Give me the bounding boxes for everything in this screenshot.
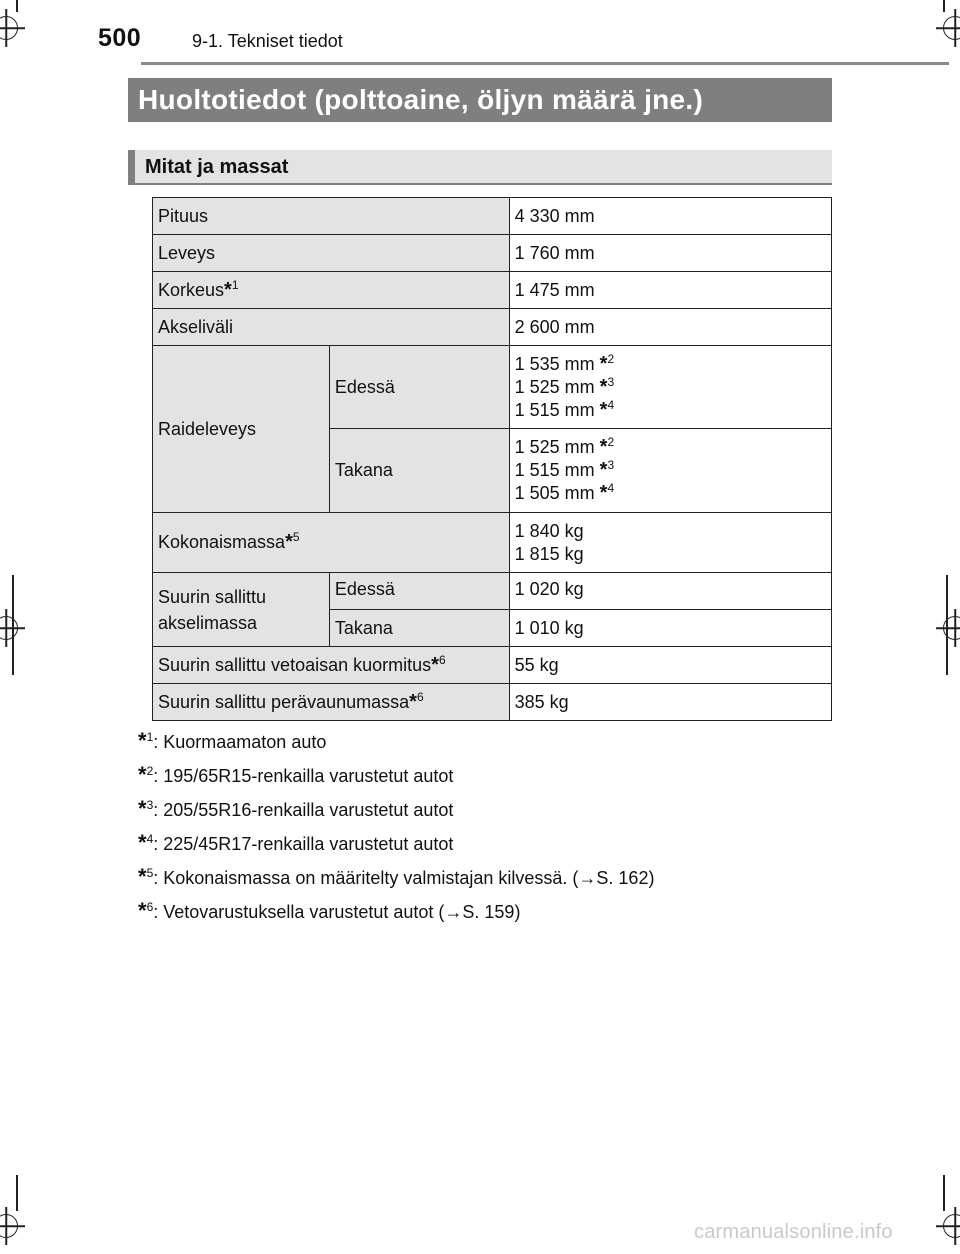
crop-line [946, 575, 948, 675]
footnote: *$^4$: 225/45R17-renkailla varustetut autot [138, 830, 454, 855]
value-line: 1 515 mm *$^3$ [514, 458, 615, 481]
row-label-cell [153, 513, 510, 573]
crop-line [16, 1175, 18, 1211]
value-line: 1 535 mm *$^2$ [514, 351, 615, 375]
row-label: Akseliväli [153, 309, 510, 346]
crop-mark-icon [0, 16, 18, 40]
row-value: 2 600 mm [509, 309, 831, 346]
table-row [153, 684, 832, 721]
crop-line [12, 575, 14, 675]
footnote-ref: 6 [416, 689, 424, 704]
footnote: *$^1$: Kuormaamaton auto [138, 728, 327, 753]
row-sublabel: Edessä [329, 573, 509, 610]
row-sublabel: Takana [329, 429, 509, 513]
table-row [153, 647, 832, 684]
footnote-asterisk: * [431, 653, 439, 676]
table-row [153, 309, 832, 346]
row-label-cell [153, 684, 510, 721]
section-title: 9-1. Tekniset tiedot [192, 31, 343, 51]
row-value: 1 475 mm [509, 272, 831, 309]
row-value: 4 330 mm [509, 198, 831, 235]
row-label-cell [153, 272, 510, 309]
crop-mark-icon [943, 1214, 960, 1238]
row-sublabel: Edessä [329, 346, 509, 429]
crop-mark-icon [943, 16, 960, 40]
main-heading: Huoltotiedot (polttoaine, öljyn määrä jne.) [128, 78, 832, 122]
row-value-list [509, 429, 831, 513]
crop-mark-icon [0, 616, 18, 640]
table-row [153, 573, 832, 610]
row-value: 55 kg [509, 647, 831, 684]
row-label: Leveys [153, 235, 510, 272]
row-label: Kokonaismassa [158, 532, 286, 552]
footnote: *$^3$: 205/55R16-renkailla varustetut autot [138, 796, 454, 821]
row-label-cell [153, 647, 510, 684]
row-label: Raideleveys [153, 346, 330, 513]
dimensions-table [152, 197, 832, 721]
value-line: 1 515 mm *$^4$ [514, 397, 615, 421]
value-line: 1 840 kg [514, 520, 584, 541]
footnote: *$^6$: Vetovarustuksella varustetut autot (→S. 159) [138, 898, 521, 923]
table-row [153, 513, 832, 573]
row-label: Suurin sallittu akselimassa [153, 573, 330, 647]
row-sublabel: Takana [329, 610, 509, 647]
crop-line [943, 1175, 945, 1211]
row-value: 1 020 kg [509, 573, 831, 610]
footnote-ref: 1 [231, 277, 239, 292]
row-value: 1 010 kg [509, 610, 831, 647]
row-label: Pituus [153, 198, 510, 235]
table-row [153, 272, 832, 309]
crop-line [16, 0, 18, 12]
sub-heading: Mitat ja massat [128, 150, 832, 185]
row-value-list [509, 346, 831, 429]
footnote-ref: 6 [438, 652, 446, 667]
value-line: 1 505 mm *$^4$ [514, 481, 615, 504]
footnote-ref: 5 [292, 530, 300, 544]
row-label: Suurin sallittu vetoaisan kuormitus [158, 654, 432, 675]
crop-mark-icon [0, 1214, 18, 1238]
row-value-list [509, 513, 831, 573]
row-value: 1 760 mm [509, 235, 831, 272]
row-value: 385 kg [509, 684, 831, 721]
value-line: 1 525 mm *$^3$ [514, 374, 615, 398]
table-row [153, 235, 832, 272]
header-divider [141, 62, 949, 65]
footnote-asterisk: * [285, 531, 293, 553]
table-row [153, 198, 832, 235]
footnote: *$^2$: 195/65R15-renkailla varustetut autot [138, 762, 454, 787]
crop-line [943, 0, 945, 12]
row-label: Korkeus [158, 279, 225, 300]
footnote: *$^5$: Kokonaismassa on määritelty valmistajan kilvessä. (→S. 162) [138, 864, 655, 889]
footnote-asterisk: * [224, 278, 232, 301]
value-line: 1 525 mm *$^2$ [514, 435, 615, 458]
table-row [153, 346, 832, 429]
footnote-asterisk: * [409, 690, 417, 713]
watermark: carmanualsonline.info [694, 1221, 893, 1243]
page-number: 500 [98, 24, 142, 52]
row-label: Suurin sallittu perävaunumassa [158, 691, 410, 712]
value-line: 1 815 kg [514, 543, 584, 564]
